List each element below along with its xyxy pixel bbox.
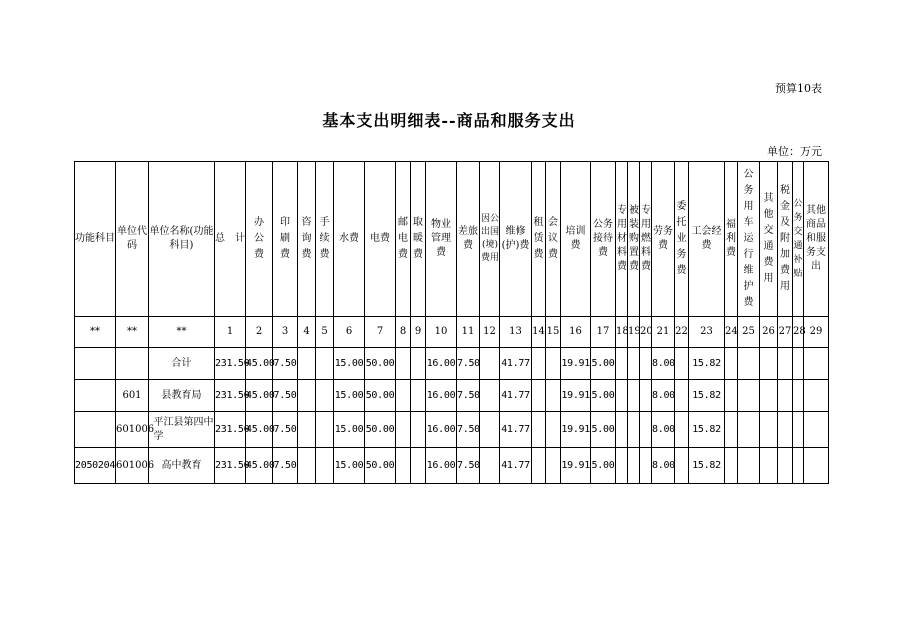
table-row xyxy=(75,380,829,412)
cell-consulting xyxy=(298,412,316,448)
cell-meeting xyxy=(546,448,561,484)
cell-commission xyxy=(675,348,689,380)
cell-func xyxy=(75,412,116,448)
cell-vehicle xyxy=(738,380,760,412)
cell-electricity: 50.00 xyxy=(365,380,396,412)
header-heating xyxy=(411,162,426,317)
header-service-fee xyxy=(316,162,334,317)
header-labor: 劳务费 xyxy=(652,162,675,317)
col-num: ** xyxy=(149,317,215,348)
cell-reception: 5.00 xyxy=(591,412,616,448)
cell-labor: 8.00 xyxy=(652,348,675,380)
col-num: 21 xyxy=(652,317,675,348)
header-reception-label: 公务接待费 xyxy=(593,219,613,258)
cell-name: 县教育局 xyxy=(149,380,215,412)
cell-property: 16.00 xyxy=(426,348,457,380)
cell-other xyxy=(804,380,829,412)
cell-reception: 5.00 xyxy=(591,448,616,484)
col-num: 13 xyxy=(500,317,532,348)
cell-traffic-subsidy xyxy=(793,412,804,448)
cell-tax xyxy=(778,380,793,412)
header-other-label: 其他商品和服务支出 xyxy=(806,205,826,272)
col-num: 8 xyxy=(396,317,411,348)
col-num: 29 xyxy=(804,317,829,348)
cell-uniform xyxy=(628,380,640,412)
header-office-label: 办公费 xyxy=(254,217,264,260)
col-num: 4 xyxy=(298,317,316,348)
header-uniform-label: 被装购置费 xyxy=(629,205,639,272)
cell-labor: 8.00 xyxy=(652,412,675,448)
col-num: 26 xyxy=(760,317,778,348)
cell-water: 15.00 xyxy=(334,348,365,380)
cell-electricity: 50.00 xyxy=(365,412,396,448)
header-unit-name: 单位名称(功能科目) xyxy=(149,162,215,317)
col-num: 18 xyxy=(616,317,628,348)
cell-uniform xyxy=(628,448,640,484)
cell-abroad xyxy=(480,348,500,380)
cell-consulting xyxy=(298,448,316,484)
table-row xyxy=(75,348,829,380)
cell-travel: 7.50 xyxy=(457,448,480,484)
header-abroad-label: 因公出国(境)费用 xyxy=(480,214,499,263)
cell-transport xyxy=(760,412,778,448)
header-consulting-label: 咨询费 xyxy=(301,217,312,260)
header-rent-label: 租赁费 xyxy=(533,217,544,260)
cell-service-fee xyxy=(316,412,334,448)
header-transport xyxy=(760,162,778,317)
cell-water: 15.00 xyxy=(334,412,365,448)
header-reception xyxy=(591,162,616,317)
cell-traffic-subsidy xyxy=(793,348,804,380)
col-num: 3 xyxy=(273,317,298,348)
cell-abroad xyxy=(480,412,500,448)
cell-vehicle xyxy=(738,412,760,448)
cell-maintenance: 41.77 xyxy=(500,448,532,484)
cell-reception: 5.00 xyxy=(591,348,616,380)
header-maintenance xyxy=(500,162,532,317)
cell-travel: 7.50 xyxy=(457,380,480,412)
cell-uniform xyxy=(628,412,640,448)
page-title: 基本支出明细表--商品和服务支出 xyxy=(322,111,576,130)
cell-post xyxy=(396,348,411,380)
cell-office: 45.00 xyxy=(246,412,273,448)
header-vehicle xyxy=(738,162,760,317)
cell-reception: 5.00 xyxy=(591,380,616,412)
header-service-fee-label: 手续费 xyxy=(319,217,330,260)
cell-service-fee xyxy=(316,380,334,412)
header-meeting xyxy=(546,162,561,317)
col-num: 20 xyxy=(640,317,652,348)
cell-office: 45.00 xyxy=(246,348,273,380)
cell-labor: 8.00 xyxy=(652,380,675,412)
cell-tax xyxy=(778,412,793,448)
cell-post xyxy=(396,412,411,448)
col-num: 6 xyxy=(334,317,365,348)
cell-code: 601006 xyxy=(116,448,149,484)
col-num: 2 xyxy=(246,317,273,348)
cell-transport xyxy=(760,348,778,380)
header-tax-label: 税金及附加费用 xyxy=(780,185,790,292)
header-fuel xyxy=(640,162,652,317)
header-uniform xyxy=(628,162,640,317)
cell-union: 15.82 xyxy=(689,412,725,448)
col-num: 15 xyxy=(546,317,561,348)
cell-vehicle xyxy=(738,348,760,380)
cell-union: 15.82 xyxy=(689,448,725,484)
header-rent xyxy=(532,162,546,317)
cell-vehicle xyxy=(738,448,760,484)
header-property-label: 物业管理费 xyxy=(431,219,451,258)
col-num: 23 xyxy=(689,317,725,348)
cell-abroad xyxy=(480,448,500,484)
cell-func xyxy=(75,348,116,380)
header-union-label: 工会经费 xyxy=(691,226,722,251)
col-num: 9 xyxy=(411,317,426,348)
col-num: 25 xyxy=(738,317,760,348)
cell-heating xyxy=(411,448,426,484)
cell-code: 601 xyxy=(116,380,149,412)
cell-property: 16.00 xyxy=(426,448,457,484)
col-num: 12 xyxy=(480,317,500,348)
cell-heating xyxy=(411,380,426,412)
cell-materials xyxy=(616,380,628,412)
cell-rent xyxy=(532,348,546,380)
header-maintenance-label: 维修(护)费 xyxy=(501,226,530,251)
cell-materials xyxy=(616,412,628,448)
col-num: 17 xyxy=(591,317,616,348)
cell-total: 231.50 xyxy=(215,412,246,448)
header-travel-label: 差旅费 xyxy=(458,226,478,251)
cell-travel: 7.50 xyxy=(457,412,480,448)
cell-total: 231.50 xyxy=(215,348,246,380)
header-total: 总 计 xyxy=(215,162,246,317)
cell-other xyxy=(804,412,829,448)
cell-electricity: 50.00 xyxy=(365,448,396,484)
cell-tax xyxy=(778,348,793,380)
cell-rent xyxy=(532,412,546,448)
col-num: 11 xyxy=(457,317,480,348)
col-num: 19 xyxy=(628,317,640,348)
col-num: 1 xyxy=(215,317,246,348)
cell-commission xyxy=(675,380,689,412)
cell-name-text: 平江县第四中学 xyxy=(153,416,214,442)
table-row xyxy=(75,412,829,448)
header-consulting xyxy=(298,162,316,317)
cell-printing: 7.50 xyxy=(273,348,298,380)
header-traffic-subsidy-label: 公务交通补贴 xyxy=(793,199,803,279)
cell-union: 15.82 xyxy=(689,348,725,380)
header-printing xyxy=(273,162,298,317)
col-num: 14 xyxy=(532,317,546,348)
cell-fuel xyxy=(640,348,652,380)
header-commission xyxy=(675,162,689,317)
cell-name xyxy=(149,412,215,448)
cell-property: 16.00 xyxy=(426,412,457,448)
cell-training: 19.91 xyxy=(561,448,591,484)
cell-meeting xyxy=(546,412,561,448)
cell-welfare xyxy=(725,348,738,380)
cell-heating xyxy=(411,412,426,448)
header-commission-label: 委托业务费 xyxy=(676,201,687,276)
cell-commission xyxy=(675,448,689,484)
cell-commission xyxy=(675,412,689,448)
cell-training: 19.91 xyxy=(561,348,591,380)
cell-code xyxy=(116,348,149,380)
col-num: 10 xyxy=(426,317,457,348)
header-water: 水费 xyxy=(334,162,365,317)
cell-total: 231.50 xyxy=(215,448,246,484)
cell-welfare xyxy=(725,412,738,448)
header-tax xyxy=(778,162,793,317)
header-materials-label: 专用材料费 xyxy=(617,205,627,272)
header-traffic-subsidy xyxy=(793,162,804,317)
header-materials xyxy=(616,162,628,317)
cell-uniform xyxy=(628,348,640,380)
col-num: 16 xyxy=(561,317,591,348)
header-welfare xyxy=(725,162,738,317)
header-meeting-label: 会议费 xyxy=(548,217,558,260)
cell-func xyxy=(75,380,116,412)
cell-heating xyxy=(411,348,426,380)
cell-labor: 8.00 xyxy=(652,448,675,484)
col-num: ** xyxy=(75,317,116,348)
col-num: 28 xyxy=(793,317,804,348)
cell-service-fee xyxy=(316,448,334,484)
expenditure-table xyxy=(74,161,829,484)
cell-fuel xyxy=(640,412,652,448)
cell-other xyxy=(804,448,829,484)
col-num: 22 xyxy=(675,317,689,348)
header-office xyxy=(246,162,273,317)
header-func-code: 功能科目 xyxy=(75,162,116,317)
cell-electricity: 50.00 xyxy=(365,348,396,380)
cell-consulting xyxy=(298,348,316,380)
cell-property: 16.00 xyxy=(426,380,457,412)
cell-training: 19.91 xyxy=(561,380,591,412)
cell-meeting xyxy=(546,348,561,380)
cell-transport xyxy=(760,380,778,412)
header-post-label: 邮电费 xyxy=(398,217,408,260)
header-travel xyxy=(457,162,480,317)
unit-label: 单位：万元 xyxy=(767,145,822,158)
header-welfare-label: 福利费 xyxy=(726,219,736,258)
cell-post xyxy=(396,448,411,484)
cell-office: 45.00 xyxy=(246,448,273,484)
header-other xyxy=(804,162,829,317)
table-row xyxy=(75,448,829,484)
form-number: 预算10表 xyxy=(775,82,822,95)
header-fuel-label: 专用燃料费 xyxy=(641,205,651,272)
cell-tax xyxy=(778,448,793,484)
col-num: 27 xyxy=(778,317,793,348)
header-heating-label: 取暖费 xyxy=(413,217,423,260)
cell-post xyxy=(396,380,411,412)
header-electricity: 电费 xyxy=(365,162,396,317)
cell-fuel xyxy=(640,380,652,412)
cell-transport xyxy=(760,448,778,484)
cell-traffic-subsidy xyxy=(793,448,804,484)
col-num: ** xyxy=(116,317,149,348)
header-training: 培训费 xyxy=(561,162,591,317)
header-row xyxy=(75,162,829,317)
cell-materials xyxy=(616,348,628,380)
header-unit-code: 单位代码 xyxy=(116,162,149,317)
header-property xyxy=(426,162,457,317)
cell-code: 601006 xyxy=(116,412,149,448)
cell-office: 45.00 xyxy=(246,380,273,412)
cell-rent xyxy=(532,380,546,412)
cell-meeting xyxy=(546,380,561,412)
col-num: 7 xyxy=(365,317,396,348)
header-printing-label: 印刷费 xyxy=(280,217,290,260)
cell-printing: 7.50 xyxy=(273,448,298,484)
cell-water: 15.00 xyxy=(334,448,365,484)
cell-func: 2050204 xyxy=(75,448,116,484)
header-abroad xyxy=(480,162,500,317)
cell-printing: 7.50 xyxy=(273,380,298,412)
header-vehicle-label: 公务用车运行维护费 xyxy=(743,169,754,308)
cell-abroad xyxy=(480,380,500,412)
cell-maintenance: 41.77 xyxy=(500,348,532,380)
column-number-row xyxy=(75,317,829,348)
cell-consulting xyxy=(298,380,316,412)
cell-union: 15.82 xyxy=(689,380,725,412)
cell-training: 19.91 xyxy=(561,412,591,448)
cell-rent xyxy=(532,448,546,484)
header-union xyxy=(689,162,725,317)
cell-name: 合计 xyxy=(149,348,215,380)
cell-maintenance: 41.77 xyxy=(500,412,532,448)
cell-maintenance: 41.77 xyxy=(500,380,532,412)
cell-traffic-subsidy xyxy=(793,380,804,412)
cell-water: 15.00 xyxy=(334,380,365,412)
cell-materials xyxy=(616,448,628,484)
cell-printing: 7.50 xyxy=(273,412,298,448)
cell-welfare xyxy=(725,448,738,484)
cell-travel: 7.50 xyxy=(457,348,480,380)
col-num: 24 xyxy=(725,317,738,348)
cell-total: 231.50 xyxy=(215,380,246,412)
cell-other xyxy=(804,348,829,380)
header-transport-label: 其他交通费用 xyxy=(763,193,774,284)
col-num: 5 xyxy=(316,317,334,348)
cell-welfare xyxy=(725,380,738,412)
header-post xyxy=(396,162,411,317)
cell-service-fee xyxy=(316,348,334,380)
cell-fuel xyxy=(640,448,652,484)
cell-name: 高中教育 xyxy=(149,448,215,484)
